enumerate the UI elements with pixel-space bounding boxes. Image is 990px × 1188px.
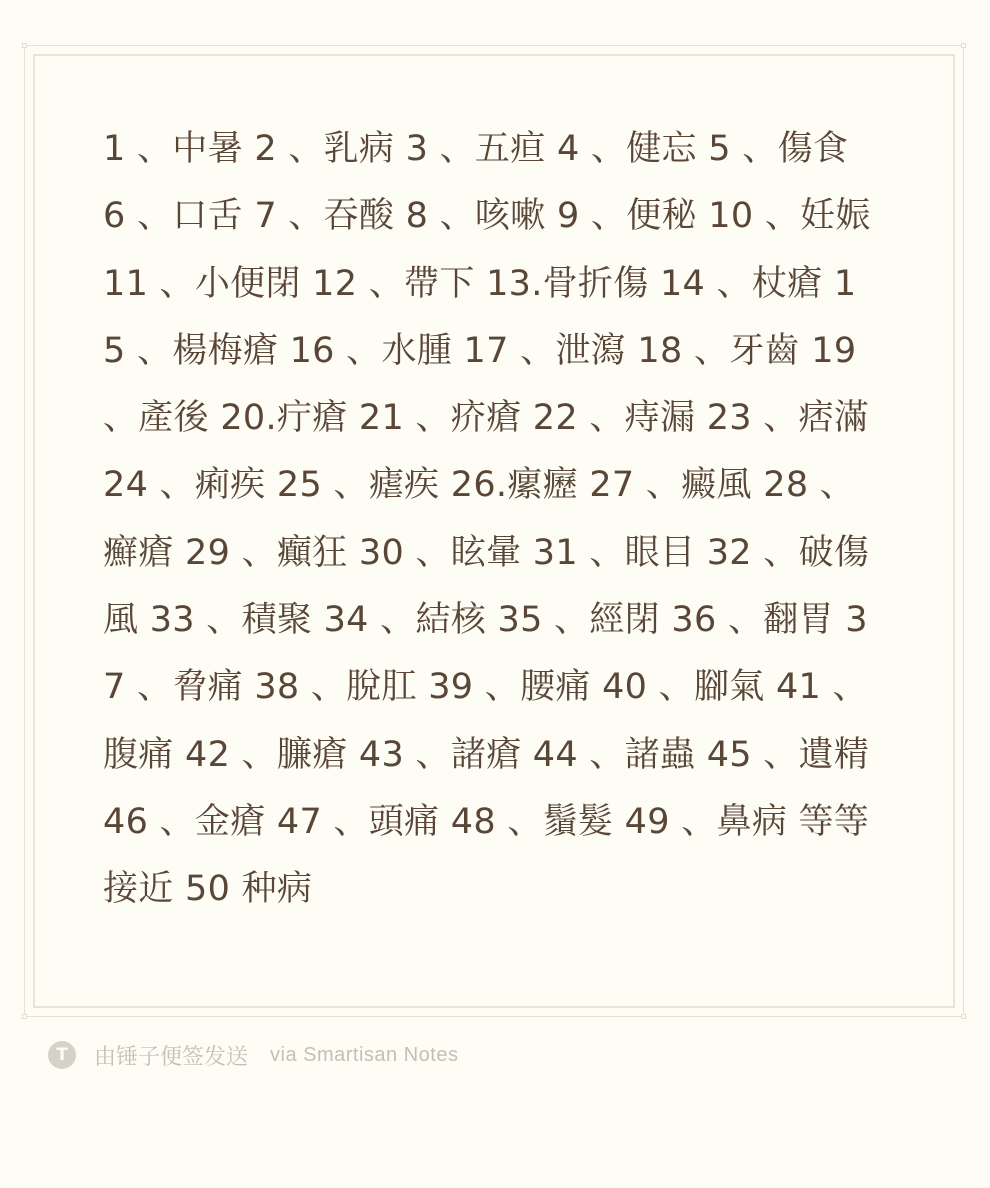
footer (48, 1040, 458, 1070)
frame-corner-bottom-right (961, 1014, 966, 1019)
smartisan-t-icon: T (48, 1041, 76, 1069)
footer-via: via Smartisan Notes (270, 1043, 459, 1066)
frame-corner-top-left (22, 43, 27, 48)
frame-corner-bottom-left (22, 1014, 27, 1019)
frame-corner-top-right (961, 43, 966, 48)
footer-sent-by: 由锤子便签发送 (94, 1044, 249, 1070)
note-text: 1 、中暑 2 、乳病 3 、五疸 4 、健忘 5 、傷食 6 、口舌 7 、吞酸 8 、咳嗽 9 、便秘 10 、妊娠 11 、小便閉 12 、帶下 13.骨折傷 14 、杖瘡 15 、楊梅瘡 16 、水腫 17 、泄瀉 18 、牙齒 19 、產後 20.疔瘡 21 、疥瘡 22 、痔漏 23 、痞滿 24 、痢疾 25 、瘧疾 26.瘰癧 27 、癜風 28 、癬瘡 29 、癲狂 30 、眩暈 31 、眼目 32 、破傷風 33 、積聚 34 、結核 35 、經閉 36 、翻胃 37 、脅痛 38 、脫肛 39 、腰痛 40 、腳氣 41 、腹痛 42 、臁瘡 43 、諸瘡 44 、諸蟲 45 、遺精 46 、金瘡 47 、頭痛 48 、鬚髮 49 、鼻病 等等接近 50 种病 (103, 129, 871, 910)
